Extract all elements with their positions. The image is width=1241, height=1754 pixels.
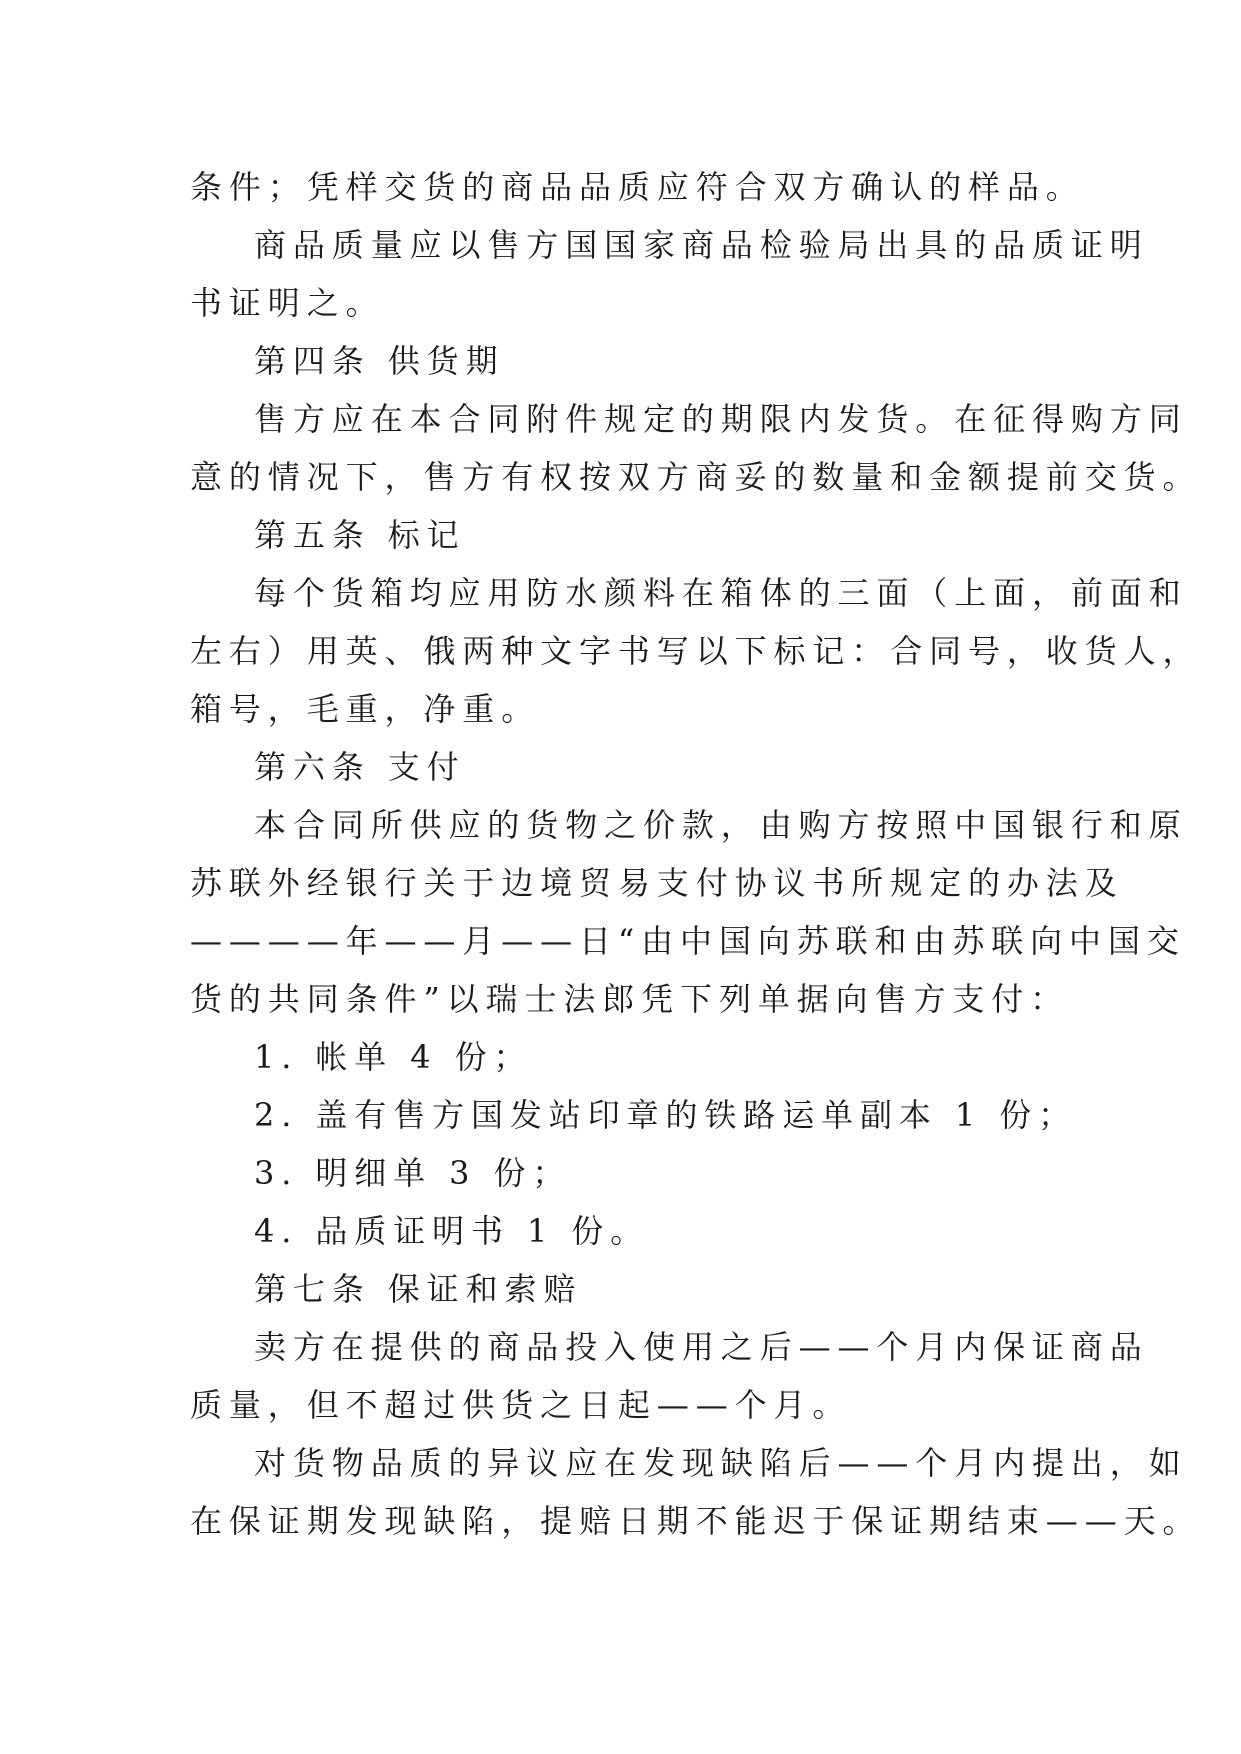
- text-line: 每个货箱均应用防水颜料在箱体的三面（上面，前面和: [254, 574, 1188, 612]
- text-line: 售方应在本合同附件规定的期限内发货。在征得购方同: [254, 400, 1188, 438]
- list-item: 2. 盖有售方国发站印章的铁路运单副本 1 份；: [254, 1096, 1078, 1134]
- text-line: 在保证期发现缺陷，提赔日期不能迟于保证期结束——天。: [190, 1502, 1202, 1540]
- section-heading: 第五条 标记: [254, 516, 466, 554]
- text-line: 条件；凭样交货的商品品质应符合双方确认的样品。: [190, 168, 1085, 206]
- list-item: 3. 明细单 3 份；: [254, 1154, 572, 1192]
- text-line: ————年——月——日“由中国向苏联和由苏联向中国交: [190, 922, 1186, 960]
- text-line: 商品质量应以售方国国家商品检验局出具的品质证明: [254, 226, 1149, 264]
- text-line: 左右）用英、俄两种文字书写以下标记：合同号，收货人，: [190, 632, 1202, 670]
- text-line: 货的共同条件”以瑞士法郎凭下列单据向售方支付：: [190, 980, 1070, 1018]
- text-line: 书证明之。: [190, 284, 385, 322]
- text-line: 意的情况下，售方有权按双方商妥的数量和金额提前交货。: [190, 458, 1202, 496]
- section-heading: 第四条 供货期: [254, 342, 505, 380]
- list-item: 4. 品质证明书 1 份。: [254, 1212, 650, 1250]
- section-heading: 第七条 保证和索赔: [254, 1270, 583, 1308]
- text-line: 箱号，毛重，净重。: [190, 690, 541, 728]
- list-item: 1. 帐单 4 份；: [254, 1038, 533, 1076]
- document-body: [190, 158, 1202, 1550]
- text-line: 质量，但不超过供货之日起——个月。: [190, 1386, 852, 1424]
- text-line: 苏联外经银行关于边境贸易支付协议书所规定的办法及: [190, 864, 1124, 902]
- text-line: 卖方在提供的商品投入使用之后——个月内保证商品: [254, 1328, 1149, 1366]
- text-line: 本合同所供应的货物之价款，由购方按照中国银行和原: [254, 806, 1188, 844]
- text-line: 对货物品质的异议应在发现缺陷后——个月内提出，如: [254, 1444, 1188, 1482]
- section-heading: 第六条 支付: [254, 748, 466, 786]
